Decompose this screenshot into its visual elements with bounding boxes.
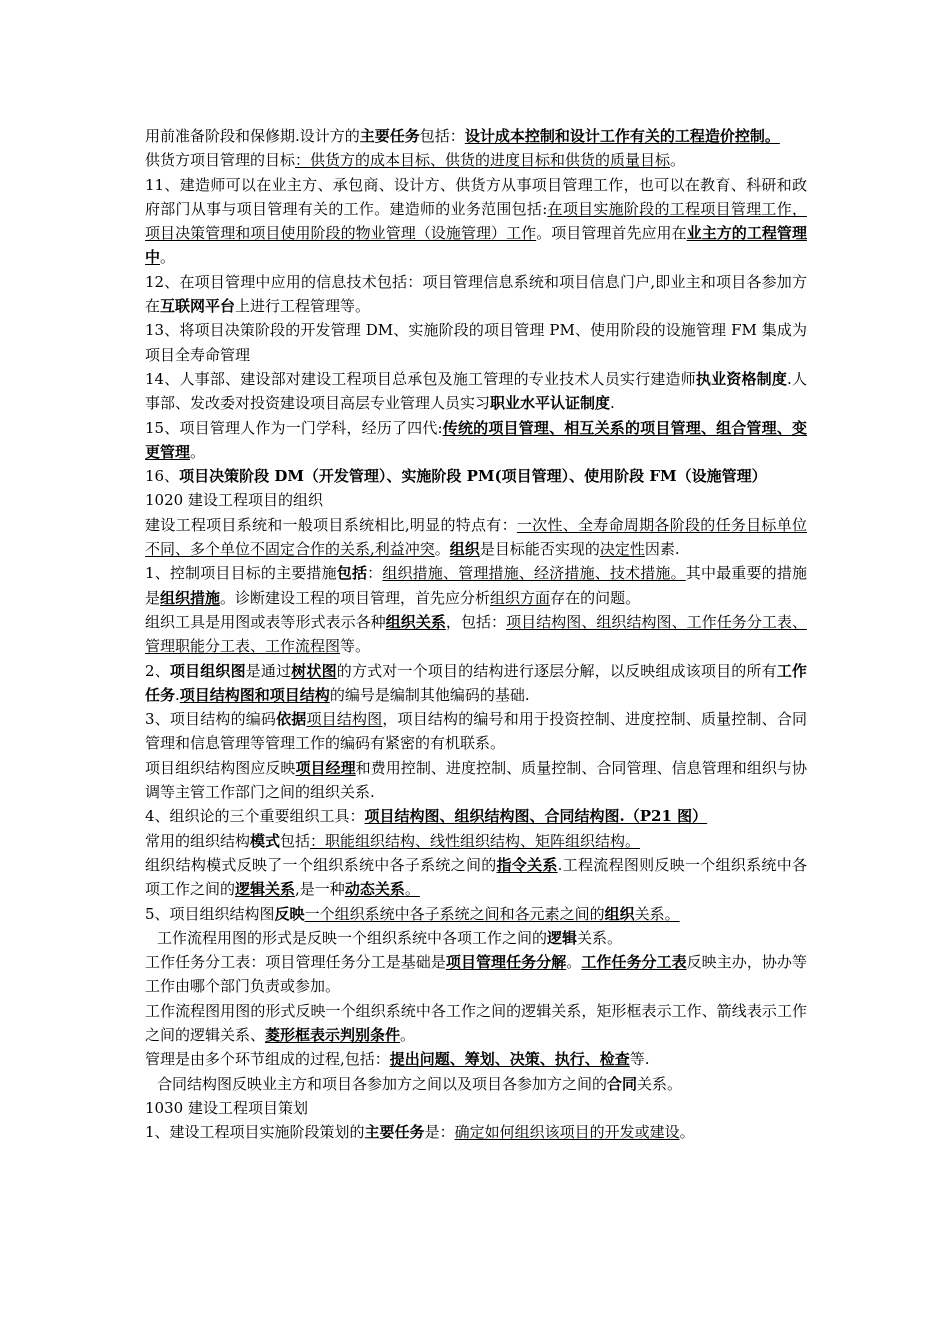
paragraph-item-16 — [145, 464, 807, 488]
text-run: 模式 — [250, 831, 281, 850]
paragraph-org-mode-relations — [145, 853, 807, 902]
text-run: 。 — [434, 540, 450, 559]
text-run: 决定性 — [599, 540, 645, 559]
text-run: 2、 — [145, 661, 170, 680]
paragraph-item-15 — [145, 416, 807, 465]
text-run: 项目管理任务分解 — [445, 953, 567, 972]
text-run: 包括 — [336, 564, 368, 583]
text-run: 关系。 — [577, 928, 623, 947]
text-run: 13、将项目决策阶段的开发管理 DM、实施阶段的项目管理 PM、使用阶段的设施管理 FM 集成为项目全寿命管理 — [145, 321, 807, 364]
paragraph-item-11 — [145, 173, 807, 270]
text-run: 和费用控制、进度控制、质量控制、合同管理、信息管理和组织与协调等主管工作部门之间的组织关系. — [145, 758, 807, 802]
paragraph-management-process — [145, 1047, 807, 1071]
text-run: .人事部、发改委对投资建设项目高层专业管理人员实习 — [145, 369, 807, 413]
paragraph-item-13 — [145, 318, 807, 367]
text-run: 等。 — [340, 637, 371, 656]
text-run: 项目结构图 — [306, 710, 383, 729]
text-run: ： — [367, 564, 383, 583]
text-run: 关系。 — [634, 904, 680, 923]
section-heading-1020 — [145, 488, 807, 512]
text-run: 项目结构图、组织结构图、合同结构图.（P21 图） — [364, 807, 708, 826]
text-run: 等. — [629, 1050, 650, 1069]
text-run: ,是一种 — [295, 880, 345, 899]
text-run: 项目决策阶段 DM（开发管理）、实施阶段 PM(项目管理）、使用阶段 FM（设施管理） — [179, 467, 767, 486]
text-run: 存在的问题。 — [550, 588, 641, 607]
text-run: 项目组织结构图应反映 — [145, 758, 296, 777]
paragraph-contract-structure — [145, 1072, 807, 1096]
text-run: 反映主办，协办等工作由哪个部门负责或参加。 — [145, 953, 807, 996]
text-run: 。项目管理首先应用在 — [536, 224, 687, 243]
paragraph-org-modes — [145, 829, 807, 853]
text-run: 组织 — [449, 540, 480, 559]
paragraph-org-item-4 — [145, 804, 807, 828]
text-run: 组织关系 — [385, 612, 446, 631]
text-run: 在项目实施阶段的工程项目管理工作，项目决策管理和项目使用阶段的物业管理（设施管理）工作 — [145, 199, 807, 243]
text-run: 执业资格制度 — [695, 369, 788, 388]
text-run: ：供货方的成本目标、供货的进度目标和供货的质量目标 — [295, 151, 671, 170]
text-run: 1、控制项目目标的主要措施 — [145, 564, 337, 583]
text-run: 3、项目结构的编码 — [145, 710, 277, 729]
paragraph-org-item-3 — [145, 707, 807, 756]
text-run: .工程流程图则反映一个组织系统中各项工作之间的 — [145, 855, 807, 899]
text-run: 常用的组织结构 — [145, 831, 251, 850]
text-run: 11、建造师可以在业主方、承包商、设计方、供货方从事项目管理工作，也可以在教育、科研和政府部门从事与项目管理有关的工作。建造师的业务范围包括: — [145, 175, 807, 218]
text-run: 工作流程用图的形式是反映一个组织系统中各项工作之间的 — [157, 928, 548, 947]
text-run: 工作任务分工表 — [581, 953, 687, 972]
text-run: 是通过 — [245, 661, 292, 680]
text-run: 菱形框表示判别条件 — [265, 1025, 401, 1044]
text-run: 是目标能否实现的 — [479, 540, 600, 559]
paragraph-workflow-chart — [145, 999, 807, 1048]
text-run: 。诊断建设工程的项目管理，首先应分析 — [220, 588, 491, 607]
text-run: 的方式对一个项目的结构进行逐层分解，以反映组成该项目的所有 — [336, 661, 777, 680]
text-run: . — [610, 394, 615, 413]
text-run: 一个组织系统中各子系统之间和各元素之间的 — [304, 904, 605, 923]
text-run: 合同结构图反映业主方和项目各参加方之间以及项目各参加方之间的 — [157, 1074, 608, 1093]
text-run: 关系。 — [637, 1074, 683, 1093]
text-run: 动态关系 — [344, 880, 405, 899]
text-run: 主要任务 — [364, 1123, 425, 1142]
text-run: 主要任务 — [359, 127, 420, 145]
document-page — [145, 124, 807, 1144]
text-run: 。 — [400, 1025, 416, 1044]
text-run: 1、建设工程项目实施阶段策划的 — [145, 1123, 365, 1142]
text-run: 。 — [190, 442, 206, 461]
text-run: 供货方项目管理的目标 — [145, 151, 296, 170]
text-run: 。 — [160, 248, 176, 267]
text-run: 。 — [566, 953, 582, 972]
text-run: 1020 建设工程项目的组织 — [145, 491, 323, 510]
text-run: 用前准备阶段和保修期.设计方的 — [145, 127, 360, 145]
text-run: ，包括： — [445, 612, 507, 631]
paragraph-supplier-goals — [145, 148, 807, 172]
section-heading-1030 — [145, 1096, 807, 1120]
text-run: 业主方的工程管理中 — [145, 224, 807, 267]
paragraph-org-item-2 — [145, 659, 807, 708]
text-run: 15、项目管理人作为一门学科，经历了四代: — [145, 418, 443, 437]
paragraph-designer-tasks — [145, 124, 807, 148]
text-run: 项目经理 — [295, 758, 356, 777]
text-run: 逻辑 — [547, 928, 578, 947]
text-run: 1030 建设工程项目策划 — [145, 1098, 308, 1117]
text-run: 指令关系 — [496, 855, 558, 874]
text-run: 合同 — [607, 1074, 638, 1093]
text-run: 管理是由多个环节组成的过程,包括： — [145, 1050, 390, 1069]
text-run: 逻辑关系 — [235, 880, 296, 899]
text-run: ，项目结构的编号和用于投资控制、进度控制、质量控制、合同管理和信息管理等管理工作的编码有紧密的有机联系。 — [145, 710, 807, 753]
text-run: 设计成本控制和设计工作有关的工程造价控制。 — [464, 127, 780, 145]
paragraph-planning-item-1 — [145, 1120, 807, 1144]
text-run: 组织结构模式反映了一个组织系统中各子系统之间的 — [145, 855, 497, 874]
text-run: 4、组织论的三个重要组织工具： — [145, 807, 365, 826]
text-run: 项目组织图 — [169, 661, 246, 680]
text-run: 包括： — [419, 127, 465, 145]
text-run: 组织措施 — [160, 588, 221, 607]
text-run: 互联网平台 — [160, 297, 236, 316]
text-run: 依据 — [276, 710, 307, 729]
text-run: 因素. — [644, 540, 680, 559]
text-run: 。 — [670, 151, 686, 170]
text-run: 5、项目组织结构图 — [145, 904, 275, 923]
paragraph-org-item-1 — [145, 561, 807, 610]
text-run: 反映 — [274, 904, 305, 923]
text-run: 的编号是编制其他编码的基础. — [329, 685, 530, 704]
text-run: 职业水平认证制度 — [490, 394, 611, 413]
paragraph-task-assignment — [145, 950, 807, 999]
text-run: 12、在项目管理中应用的信息技术包括：项目管理信息系统和项目信息门户,即业主和项目各参加方在 — [145, 272, 807, 316]
text-run: 提出问题、筹划、决策、执行、检查 — [389, 1050, 630, 1069]
paragraph-org-item-5 — [145, 902, 807, 926]
text-run: 。 — [404, 880, 420, 899]
text-run: 工作任务 — [145, 661, 807, 704]
text-run: 工作流程图用图的形式反映一个组织系统中各工作之间的逻辑关系，矩形框表示工作、箭线表示工作之间的逻辑关系、 — [145, 1001, 807, 1044]
text-run: 组织措施、管理措施、经济措施、技术措施。 — [382, 564, 686, 583]
text-run: 项目结构图、组织结构图、工作任务分工表、管理职能分工表、工作流程图 — [145, 612, 807, 656]
paragraph-item-12 — [145, 270, 807, 319]
text-run: 工作任务分工表：项目管理任务分工是基础是 — [145, 953, 446, 972]
text-run: 组织工具是用图或表等形式表示各种 — [145, 612, 386, 631]
text-run: 16、 — [145, 467, 180, 486]
text-run: 传统的项目管理、相互关系的项目管理、组合管理、变更管理 — [145, 418, 807, 461]
text-run: 建设工程项目系统和一般项目系统相比,明显的特点有： — [145, 515, 517, 534]
text-run: 组织方面 — [490, 588, 551, 607]
paragraph-org-tools — [145, 610, 807, 659]
text-run: 其中最重要的措施是 — [145, 564, 807, 607]
text-run: 树状图 — [291, 661, 337, 680]
paragraph-org-chart — [145, 756, 807, 805]
paragraph-workflow-logic — [145, 926, 807, 950]
text-run: ：职能组织结构、线性组织结构、矩阵组织结构。 — [310, 831, 641, 850]
text-run: 组织 — [604, 904, 635, 923]
text-run: 14、人事部、建设部对建设工程项目总承包及施工管理的专业技术人员实行建造师 — [145, 369, 696, 388]
text-run: 包括 — [280, 831, 311, 850]
text-run: 。 — [679, 1123, 695, 1142]
text-run: 项目结构图和项目结构 — [179, 685, 330, 704]
text-run: 上进行工程管理等。 — [235, 297, 371, 316]
text-run: 确定如何组织该项目的开发或建设 — [454, 1123, 680, 1142]
paragraph-project-system-features — [145, 513, 807, 562]
text-run: 一次性、全寿命周期各阶段的任务目标单位不同、多个单位不固定合作的关系,利益冲突 — [145, 515, 807, 559]
paragraph-item-14 — [145, 367, 807, 416]
text-run: 是： — [424, 1123, 455, 1142]
text-run: . — [175, 685, 180, 704]
